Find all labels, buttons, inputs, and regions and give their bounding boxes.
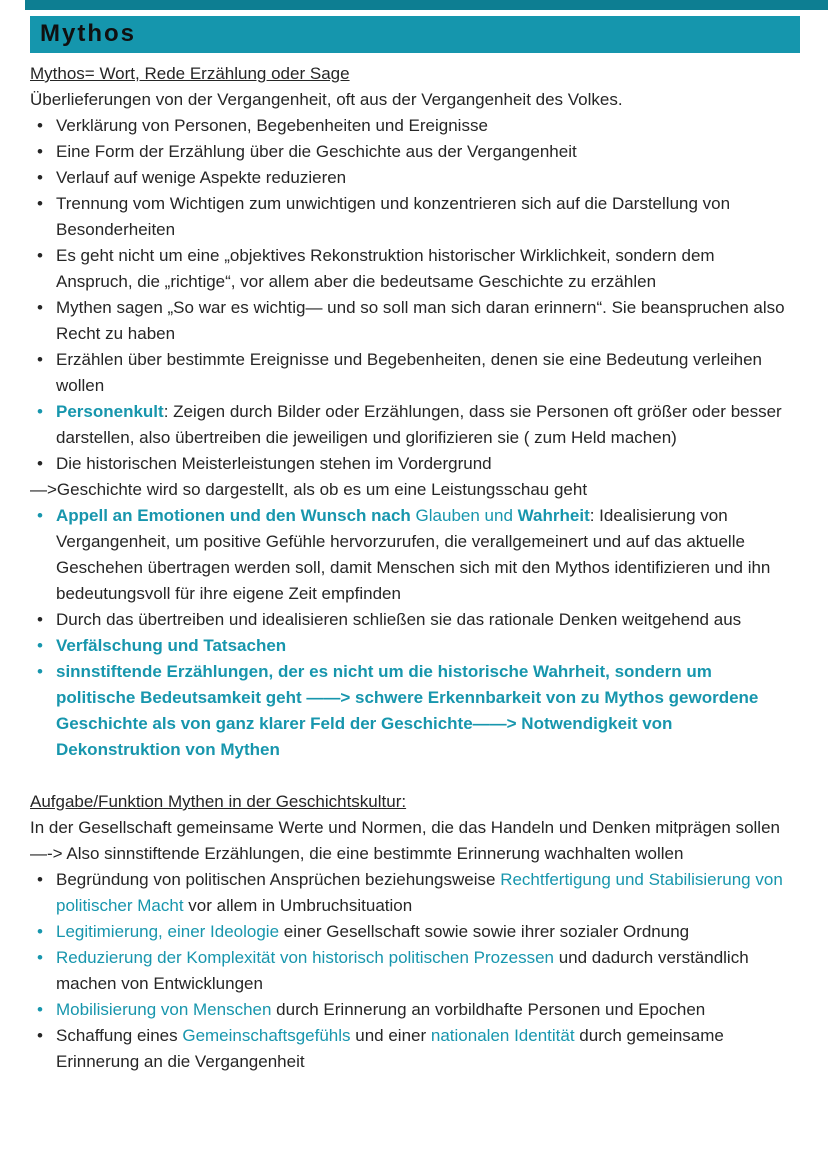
bullet-item (30, 191, 790, 243)
bullet-item (30, 867, 790, 919)
bullet-item (30, 503, 790, 607)
text-segment: Verfälschung und Tatsachen (56, 636, 287, 655)
bullet-item (30, 1023, 790, 1075)
bullet-text (56, 139, 790, 165)
bullet-marker: • (37, 922, 43, 941)
content (30, 61, 790, 1075)
bullet-text (56, 503, 790, 607)
paragraph (30, 841, 790, 867)
bullet-text (56, 399, 790, 451)
text-segment: Mythos= Wort, Rede Erzählung oder Sage (30, 64, 350, 83)
section-heading (30, 61, 790, 87)
bullet-text (56, 1023, 790, 1075)
text-segment: vor allem in Umbruchsituation (183, 896, 413, 915)
bullet-marker: • (37, 116, 43, 135)
bullet-marker: • (37, 246, 43, 265)
text-segment: Es geht nicht um eine „objektives Rekonstruktion historischer Wirklichkeit, sondern dem Anspruch, die „richtige“, vor allem aber die bedeutsame Geschichte zu erzählen (56, 246, 715, 291)
bullet-item (30, 113, 790, 139)
text-segment: Die historischen Meisterleistungen stehen im Vordergrund (56, 454, 492, 473)
bullet-item (30, 295, 790, 347)
text-segment: durch gemeinsame Erinnerung an die Vergangenheit (56, 1026, 724, 1071)
text-segment: Glauben und (415, 506, 518, 525)
text-segment: Reduzierung der Komplexität von historisch politischen Prozessen (56, 948, 554, 967)
title-banner (30, 16, 800, 53)
text-segment: Überlieferungen von der Vergangenheit, oft aus der Vergangenheit des Volkes. (30, 90, 623, 109)
bullet-text (56, 945, 790, 997)
bullet-item (30, 139, 790, 165)
bullet-marker: • (37, 168, 43, 187)
text-segment: Durch das übertreiben und idealisieren schließen sie das rationale Denken weitgehend aus (56, 610, 742, 629)
bullet-text (56, 295, 790, 347)
text-segment: nationalen Identität (430, 1026, 575, 1045)
bullet-marker: • (37, 636, 43, 655)
bullet-marker: • (37, 402, 43, 421)
section-heading (30, 789, 790, 815)
bullet-text (56, 347, 790, 399)
text-segment: Mythen sagen „So war es wichtig— und so soll man sich daran erinnern“. Sie beanspruchen also Recht zu haben (56, 298, 785, 343)
bullet-text (56, 113, 790, 139)
bullet-marker: • (37, 948, 43, 967)
text-segment: Mobilisierung von Menschen (56, 1000, 272, 1019)
bullet-item (30, 243, 790, 295)
text-segment: und dadurch verständlich machen von Entwicklungen (56, 948, 749, 993)
text-segment: Gemeinschaftsgefühls (182, 1026, 351, 1045)
text-segment: Trennung vom Wichtigen zum unwichtigen und konzentrieren sich auf die Darstellung von Besonderheiten (56, 194, 731, 239)
page-title: Mythos (40, 20, 136, 47)
text-segment: : Zeigen durch Bilder oder Erzählungen, dass sie Personen oft größer oder besser darstellen, also übertreiben die jeweiligen und glorifizieren sie ( zum Held machen) (56, 402, 782, 447)
text-segment: —>Geschichte wird so dargestellt, als ob es um eine Leistungsschau geht (30, 480, 588, 499)
bullet-text (56, 607, 790, 633)
bullet-text (56, 633, 790, 659)
text-segment: sinnstiftende Erzählungen, der es nicht um die historische Wahrheit, sondern um politische Bedeutsamkeit geht ——> schwere Erkennbarkeit von zu Mythos gewordene Geschichte als von ganz klarer Feld der Geschichte——> Notwendigkeit von Dekonstruktion von Mythen (56, 662, 759, 759)
bullet-text (56, 165, 790, 191)
top-banner-strip (25, 0, 828, 10)
bullet-marker: • (37, 142, 43, 161)
bullet-marker: • (37, 610, 43, 629)
text-segment: Personenkult (56, 402, 164, 421)
text-segment: Wahrheit (517, 506, 590, 525)
bullet-text (56, 243, 790, 295)
paragraph (30, 815, 790, 841)
bullet-text (56, 919, 790, 945)
text-segment: Legitimierung, einer Ideologie (56, 922, 280, 941)
bullet-marker: • (37, 870, 43, 889)
text-segment: Rechtfertigung und Stabilisierung von politischer Macht (56, 870, 783, 915)
bullet-item (30, 997, 790, 1023)
bullet-text (56, 867, 790, 919)
bullet-item (30, 659, 790, 763)
bullet-text (56, 451, 790, 477)
text-segment: Verlauf auf wenige Aspekte reduzieren (56, 168, 347, 187)
paragraph (30, 477, 790, 503)
text-segment: und einer (350, 1026, 431, 1045)
text-segment: einer Gesellschaft sowie sowie ihrer sozialer Ordnung (279, 922, 690, 941)
text-segment: Aufgabe/Funktion Mythen in der Geschichtskultur: (30, 792, 407, 811)
bullet-marker: • (37, 350, 43, 369)
text-segment: —-> Also sinnstiftende Erzählungen, die eine bestimmte Erinnerung wachhalten wollen (30, 844, 684, 863)
bullet-marker: • (37, 662, 43, 681)
text-segment: Eine Form der Erzählung über die Geschichte aus der Vergangenheit (56, 142, 577, 161)
bullet-marker: • (37, 1000, 43, 1019)
text-segment: durch Erinnerung an vorbildhafte Personen und Epochen (271, 1000, 706, 1019)
text-segment: Appell an Emotionen und den Wunsch nach (56, 506, 416, 525)
bullet-item (30, 347, 790, 399)
text-segment: Verklärung von Personen, Begebenheiten und Ereignisse (56, 116, 488, 135)
bullet-item (30, 945, 790, 997)
bullet-item (30, 633, 790, 659)
bullet-item (30, 607, 790, 633)
bullet-marker: • (37, 454, 43, 473)
text-segment: : Idealisierung von Vergangenheit, um positive Gefühle hervorzurufen, die verallgemeinert und auf das aktuelle Geschehen übertragen werden soll, damit Menschen sich mit den Mythos identifizieren und ihn bedeutungsvoll für ihre eigene Zeit empfinden (56, 506, 771, 603)
text-segment: Begründung von politischen Ansprüchen beziehungsweise (56, 870, 501, 889)
text-segment: Erzählen über bestimmte Ereignisse und Begebenheiten, denen sie eine Bedeutung verleihen wollen (56, 350, 762, 395)
bullet-marker: • (37, 506, 43, 525)
bullet-item (30, 451, 790, 477)
bullet-text (56, 191, 790, 243)
text-segment: Schaffung eines (56, 1026, 183, 1045)
bullet-marker: • (37, 194, 43, 213)
text-segment: In der Gesellschaft gemeinsame Werte und Normen, die das Handeln und Denken mitprägen sollen (30, 818, 780, 837)
bullet-item (30, 399, 790, 451)
bullet-item (30, 919, 790, 945)
bullet-text (56, 659, 790, 763)
spacer (30, 763, 790, 789)
bullet-marker: • (37, 1026, 43, 1045)
bullet-item (30, 165, 790, 191)
paragraph (30, 87, 790, 113)
bullet-marker: • (37, 298, 43, 317)
bullet-text (56, 997, 790, 1023)
